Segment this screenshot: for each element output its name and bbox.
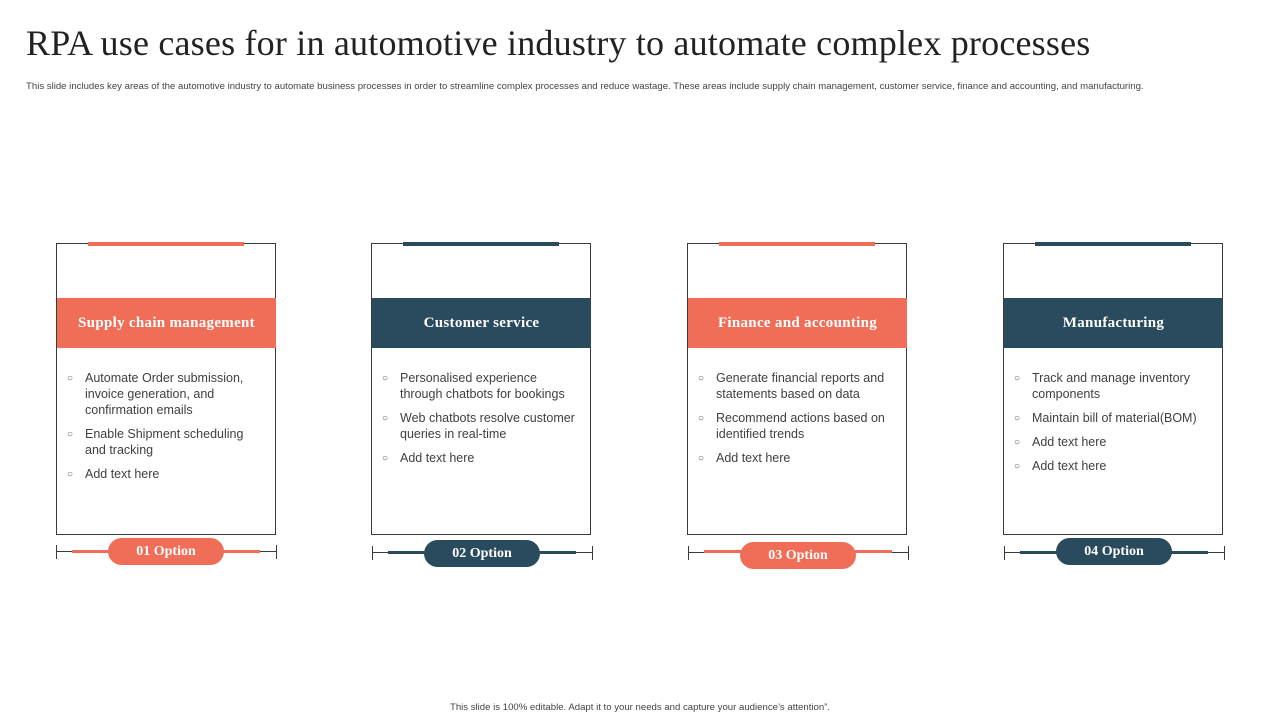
list-item bbox=[67, 426, 265, 458]
bullet-text: Personalised experience through chatbots for bookings bbox=[400, 371, 565, 401]
bullet-text: Add text here bbox=[1032, 435, 1107, 449]
list-item bbox=[1014, 458, 1212, 474]
list-item bbox=[1014, 434, 1212, 450]
hollow-circle-icon: ○ bbox=[382, 453, 389, 464]
option-badge: 04 Option bbox=[1056, 538, 1172, 565]
option-tick-left bbox=[688, 546, 689, 560]
card-top-accent bbox=[88, 242, 244, 246]
bullet-list bbox=[67, 370, 265, 490]
list-item bbox=[382, 410, 580, 442]
list-item bbox=[67, 370, 265, 418]
slide-description: This slide includes key areas of the automotive industry to automate business processes in order to streamline complex processes and reduce wastage. These areas include supply chain management, customer service, finance and accounting, and manufacturing. bbox=[26, 81, 1144, 92]
bullet-text: Maintain bill of material(BOM) bbox=[1032, 411, 1197, 425]
bullet-text: Generate financial reports and statements based on data bbox=[716, 371, 885, 401]
bullet-list bbox=[698, 370, 896, 474]
card-header: Finance and accounting bbox=[688, 298, 907, 348]
option-tick-left bbox=[372, 546, 373, 560]
card-top-accent bbox=[719, 242, 875, 246]
bullet-text: Enable Shipment scheduling and tracking bbox=[85, 427, 244, 457]
bullet-text: Add text here bbox=[716, 451, 791, 465]
bullet-text: Add text here bbox=[1032, 459, 1107, 473]
option-badge: 03 Option bbox=[740, 542, 856, 569]
list-item bbox=[67, 466, 265, 482]
card-finance-accounting bbox=[687, 243, 907, 535]
bullet-text: Automate Order submission, invoice generation, and confirmation emails bbox=[85, 371, 244, 417]
option-tick-right bbox=[908, 546, 909, 560]
option-tick-left bbox=[56, 545, 57, 559]
list-item bbox=[1014, 370, 1212, 402]
hollow-circle-icon: ○ bbox=[67, 429, 74, 440]
list-item bbox=[698, 450, 896, 466]
hollow-circle-icon: ○ bbox=[67, 373, 74, 384]
hollow-circle-icon: ○ bbox=[382, 413, 389, 424]
hollow-circle-icon: ○ bbox=[698, 373, 705, 384]
list-item bbox=[1014, 410, 1212, 426]
hollow-circle-icon: ○ bbox=[67, 469, 74, 480]
bullet-list bbox=[1014, 370, 1212, 482]
bullet-list bbox=[382, 370, 580, 474]
option-tick-right bbox=[276, 545, 277, 559]
option-tick-right bbox=[1224, 546, 1225, 560]
hollow-circle-icon: ○ bbox=[1014, 413, 1021, 424]
bullet-text: Add text here bbox=[400, 451, 475, 465]
slide-footer-note: This slide is 100% editable. Adapt it to your needs and capture your audience’s attention”. bbox=[449, 702, 831, 713]
card-top-accent bbox=[403, 242, 559, 246]
card-supply-chain bbox=[56, 243, 276, 535]
list-item bbox=[698, 410, 896, 442]
bullet-text: Add text here bbox=[85, 467, 160, 481]
list-item bbox=[382, 450, 580, 466]
card-header: Customer service bbox=[372, 298, 591, 348]
card-customer-service bbox=[371, 243, 591, 535]
card-manufacturing bbox=[1003, 243, 1223, 535]
option-badge: 02 Option bbox=[424, 540, 540, 567]
hollow-circle-icon: ○ bbox=[698, 453, 705, 464]
hollow-circle-icon: ○ bbox=[1014, 373, 1021, 384]
hollow-circle-icon: ○ bbox=[1014, 461, 1021, 472]
hollow-circle-icon: ○ bbox=[1014, 437, 1021, 448]
card-header: Manufacturing bbox=[1004, 298, 1223, 348]
list-item bbox=[382, 370, 580, 402]
card-top-accent bbox=[1035, 242, 1191, 246]
bullet-text: Track and manage inventory components bbox=[1032, 371, 1190, 401]
option-tick-left bbox=[1004, 546, 1005, 560]
slide-title: RPA use cases for in automotive industry to automate complex processes bbox=[26, 23, 1091, 63]
list-item bbox=[698, 370, 896, 402]
hollow-circle-icon: ○ bbox=[382, 373, 389, 384]
option-tick-right bbox=[592, 546, 593, 560]
card-header: Supply chain management bbox=[57, 298, 276, 348]
hollow-circle-icon: ○ bbox=[698, 413, 705, 424]
bullet-text: Recommend actions based on identified trends bbox=[716, 411, 885, 441]
option-badge: 01 Option bbox=[108, 538, 224, 565]
bullet-text: Web chatbots resolve customer queries in real-time bbox=[400, 411, 575, 441]
